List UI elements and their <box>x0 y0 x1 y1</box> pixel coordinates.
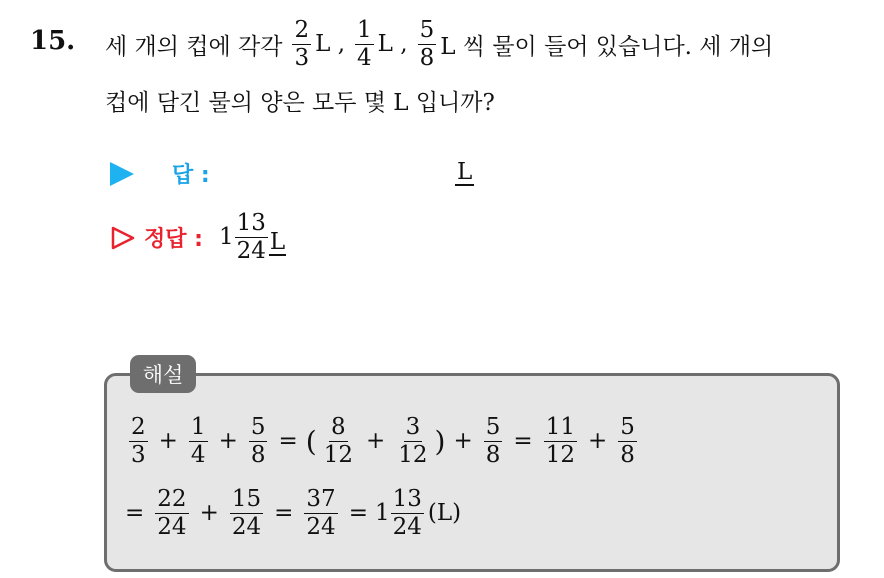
fraction <box>292 16 311 71</box>
plus-sign: + <box>587 428 608 454</box>
outline-triangle-icon <box>110 225 136 251</box>
denominator: 24 <box>306 513 336 540</box>
question-text: 세 개의 컵에 각각 <box>105 33 283 60</box>
equals-sign: = <box>274 500 294 526</box>
plus-sign: + <box>199 500 219 526</box>
numerator: 22 <box>157 485 187 512</box>
plus-sign: + <box>158 428 178 454</box>
unit-text: L , <box>377 31 408 57</box>
unit-text: L , <box>315 31 346 57</box>
denominator: 24 <box>236 237 266 264</box>
unit-text: (L) <box>427 500 462 526</box>
numerator: 2 <box>294 16 310 43</box>
numerator: 37 <box>306 485 336 512</box>
fraction <box>235 209 268 264</box>
numerator: 5 <box>419 16 435 43</box>
numerator: 5 <box>620 413 635 440</box>
denominator: 8 <box>620 441 635 468</box>
fraction <box>230 485 263 540</box>
numerator: 1 <box>357 16 372 43</box>
denominator: 8 <box>419 44 435 71</box>
answer-row <box>110 158 210 189</box>
explanation-tag: 해설 <box>130 355 196 393</box>
fraction <box>396 413 429 468</box>
denominator: 3 <box>294 44 310 71</box>
play-triangle-icon <box>110 162 134 186</box>
numerator: 13 <box>236 209 266 236</box>
fraction <box>249 413 268 468</box>
equals-sign: = <box>348 500 368 526</box>
correct-answer-value <box>218 209 286 264</box>
explanation-line-1 <box>125 406 641 476</box>
whole-number: 1 <box>218 224 234 250</box>
whole-number: 1 <box>374 500 390 526</box>
correct-answer-row <box>110 205 286 269</box>
denominator: 12 <box>398 441 428 468</box>
question-text: L 씩 물이 들어 있습니다. 세 개의 <box>440 33 774 60</box>
numerator: 8 <box>331 413 346 440</box>
denominator: 12 <box>545 441 575 468</box>
numerator: 13 <box>392 485 422 512</box>
equals-sign: = <box>278 428 298 454</box>
question-line-1 <box>105 14 773 74</box>
numerator: 2 <box>131 413 146 440</box>
fraction <box>189 413 208 468</box>
denominator: 24 <box>392 513 422 540</box>
question-number: 15. <box>30 26 76 56</box>
fraction <box>544 413 577 468</box>
fraction <box>155 485 188 540</box>
numerator: 11 <box>545 413 575 440</box>
numerator: 5 <box>485 413 501 440</box>
right-paren: ) <box>434 424 446 458</box>
denominator: 3 <box>131 441 146 468</box>
fraction <box>391 485 424 540</box>
explanation-line-2 <box>125 478 461 548</box>
fraction <box>484 413 503 468</box>
answer-label: 답 : <box>172 163 210 188</box>
equals-sign: = <box>513 428 533 454</box>
numerator: 1 <box>190 413 206 440</box>
plus-sign: + <box>453 428 473 454</box>
denominator: 24 <box>231 513 262 540</box>
plus-sign: + <box>365 428 386 454</box>
numerator: 5 <box>250 413 266 440</box>
fraction <box>129 413 148 468</box>
denominator: 12 <box>323 441 353 468</box>
fraction <box>355 16 374 71</box>
answer-unit: L <box>457 159 473 185</box>
denominator: 24 <box>157 513 187 540</box>
question-line-2: 컵에 담긴 물의 양은 모두 몇 L 입니까? <box>105 90 495 116</box>
fraction <box>304 485 337 540</box>
plus-sign: + <box>218 428 238 454</box>
fraction <box>618 413 637 468</box>
left-paren: ( <box>305 424 317 458</box>
numerator: 15 <box>231 485 262 512</box>
denominator: 4 <box>357 44 372 71</box>
fraction <box>322 413 355 468</box>
fraction <box>418 16 437 71</box>
correct-answer-label: 정답 : <box>144 226 203 252</box>
denominator: 4 <box>190 441 206 468</box>
denominator: 8 <box>250 441 266 468</box>
correct-answer-unit: L <box>269 228 286 255</box>
denominator: 8 <box>485 441 501 468</box>
numerator: 3 <box>405 413 421 440</box>
equals-sign: = <box>125 500 145 526</box>
